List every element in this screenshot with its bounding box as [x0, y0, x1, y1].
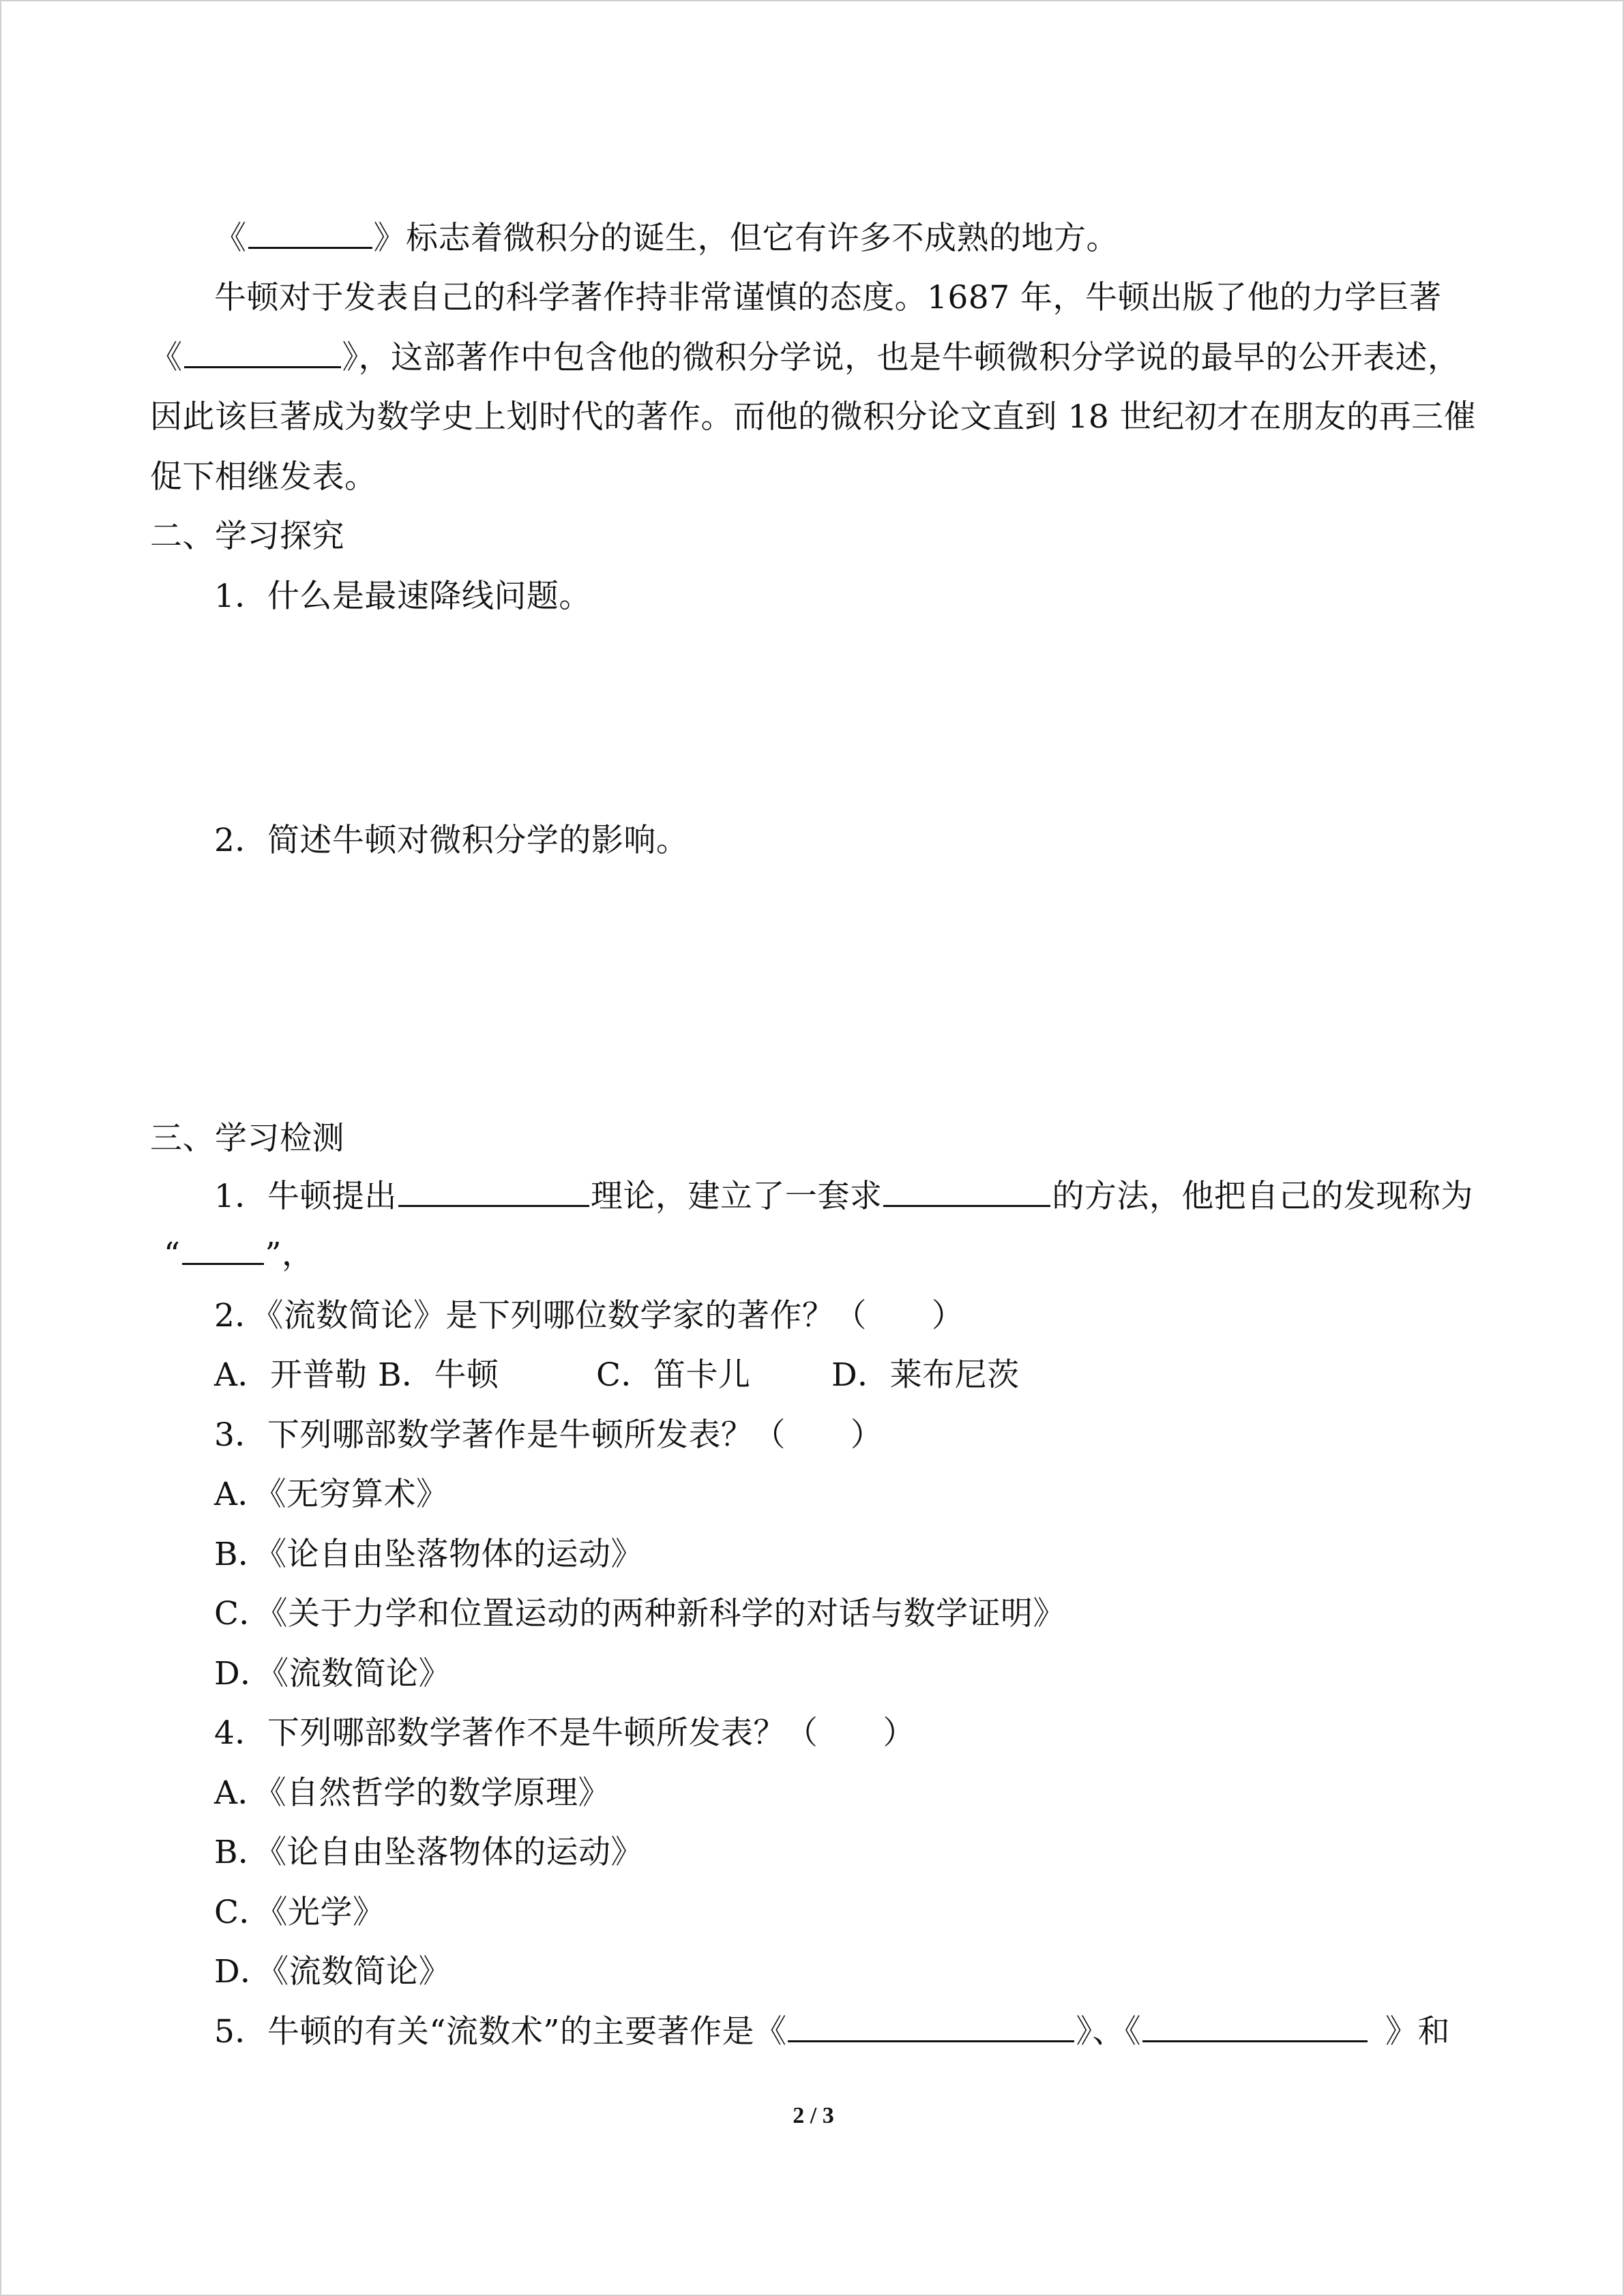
option-d: D．《流数简论》	[214, 1953, 452, 1991]
paragraph-line-4: 因此该巨著成为数学史上划时代的著作。而他的微积分论文直到 18 世纪初才在朋友的再三催	[150, 398, 1477, 436]
fill-blank	[788, 2013, 1074, 2042]
section-heading-test: 三、学习检测	[150, 1120, 344, 1157]
question-explore-1: 1．什么是最速降线问题。	[214, 578, 591, 615]
option-c: C．《关于力学和位置运动的两种新科学的对话与数学证明》	[214, 1595, 1065, 1632]
question-test-2: 2．《流数简论》是下列哪位数学家的著作？（ ）	[214, 1297, 964, 1335]
option-c: C．《光学》	[214, 1894, 385, 1931]
question-test-2-options	[214, 1355, 1020, 1396]
option-b: B．《论自由坠落物体的运动》	[214, 1536, 644, 1573]
fill-blank	[883, 1178, 1050, 1207]
text-segment: 《	[214, 220, 247, 257]
question-explore-2: 2．简述牛顿对微积分学的影响。	[214, 822, 689, 859]
text-segment: 》、《	[1076, 2013, 1141, 2051]
question-test-5	[214, 2012, 1450, 2053]
text-segment: 》标志着微积分的诞生，但它有许多不成熟的地方。	[373, 220, 1119, 257]
text-segment: 5．牛顿的有关“流数术”的主要著作是《	[214, 2013, 787, 2051]
text-segment: 理论，建立了一套求	[590, 1178, 883, 1215]
section-heading-explore: 二、学习探究	[150, 518, 344, 555]
question-test-3: 3．下列哪部数学著作是牛顿所发表？（ ）	[214, 1416, 883, 1454]
option-d: D．莱布尼茨	[831, 1356, 1020, 1394]
fill-blank	[1142, 2013, 1368, 2042]
paragraph-line-5: 促下相继发表。	[150, 458, 377, 496]
option-b: B．《论自由坠落物体的运动》	[214, 1834, 644, 1871]
option-b: B．牛顿	[378, 1356, 499, 1394]
option-a: A．《无穷算术》	[214, 1476, 449, 1513]
paragraph-line-3	[150, 338, 1460, 378]
text-segment: 》和	[1385, 2013, 1450, 2051]
fill-blank	[182, 1236, 264, 1265]
option-a: A．开普勒	[214, 1356, 368, 1394]
fill-blank	[398, 1178, 589, 1207]
question-test-4: 4．下列哪部数学著作不是牛顿所发表？（ ）	[214, 1714, 915, 1752]
page-number: 2 / 3	[793, 2103, 834, 2128]
fill-blank	[184, 339, 341, 368]
paragraph-line-1	[214, 218, 1119, 259]
text-segment: 《	[150, 339, 183, 376]
paragraph-line-2: 牛顿对于发表自己的科学著作持非常谨慎的态度。1687 年，牛顿出版了他的力学巨著	[214, 279, 1442, 316]
option-d: D．《流数简论》	[214, 1655, 452, 1693]
option-a: A．《自然哲学的数学原理》	[214, 1774, 610, 1812]
text-segment: 的方法，他把自己的发现称为	[1052, 1178, 1473, 1215]
text-segment: 》，这部著作中包含他的微积分学说，也是牛顿微积分学说的最早的公开表述，	[342, 339, 1460, 376]
text-segment: 1．牛顿提出	[214, 1178, 397, 1215]
question-test-1-cont	[164, 1234, 314, 1275]
fill-blank	[248, 220, 372, 249]
option-c: C．笛卡儿	[596, 1356, 751, 1394]
text-segment: “	[164, 1236, 181, 1273]
question-test-1	[214, 1176, 1473, 1217]
text-segment: ”，	[265, 1236, 314, 1273]
